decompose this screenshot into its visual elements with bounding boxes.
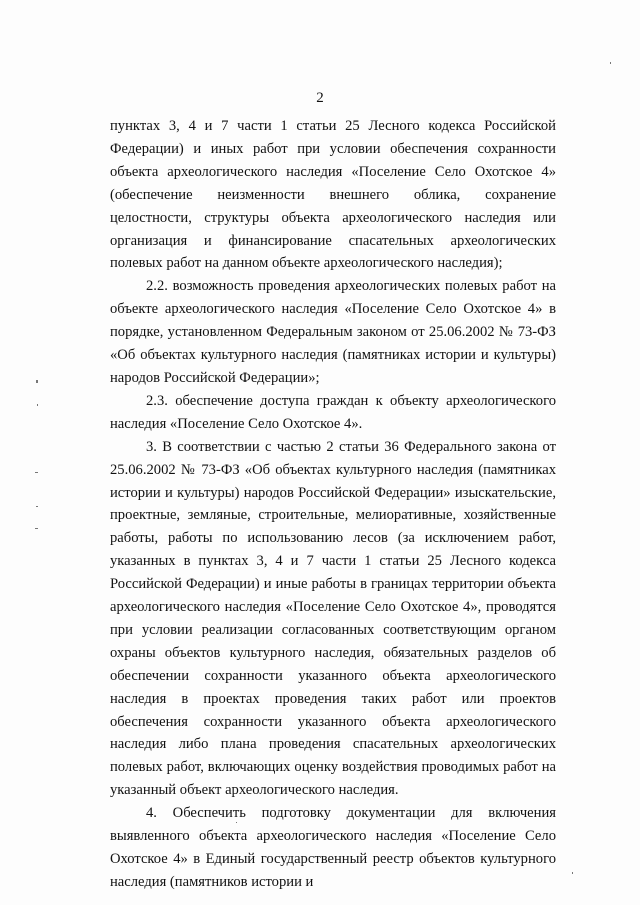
document-body	[110, 115, 556, 894]
page-number: 2	[316, 90, 324, 106]
paragraph-4: 4. Обеспечить подготовку документации для включения выявленного объекта археологического наследия «Поселение Село Охотское 4» в Единый государственный реестр объектов культурного наследия (памятников истории и	[110, 805, 556, 890]
paragraph-2-3: 2.3. обеспечение доступа граждан к объекту археологического наследия «Поселение Село Охотское 4».	[110, 392, 556, 432]
paragraph-continuation: пунктах 3, 4 и 7 части 1 статьи 25 Лесного кодекса Российской Федерации) и иных работ при условии обеспечения сохранности объекта археологического наследия «Поселение Село Охотское 4» (обеспечение неизменности внешнего облика, сохранение целостности, структуры объекта археологического наследия или организация и финансирование спасательных археологических полевых работ на данном объекте археологического наследия);	[110, 118, 556, 272]
paragraph-2-2: 2.2. возможность проведения археологических полевых работ на объекте археологического наследия «Поселение Село Охотское 4» в порядке, установленном Федеральным законом от 25.06.2002 № 73-ФЗ «Об объектах культурного наследия (памятниках истории и культуры) народов Российской Федерации»;	[110, 278, 556, 386]
paragraph-3: 3. В соответствии с частью 2 статьи 36 Федерального закона от 25.06.2002 № 73-ФЗ «Об объектах культурного наследия (памятниках истории и культуры) народов Российской Федерации» изыскательские, проектные, земляные, строительные, мелиоративные, хозяйственные работы, работы по использованию лесов (за исключением работ, указанных в пунктах 3, 4 и 7 части 1 статьи 25 Лесного кодекса Российской Федерации) и иные работы в границах территории объекта археологического наследия «Поселение Село Охотское 4», проводятся при условии реализации согласованных соответствующим органом охраны объектов культурного наследия, обязательных разделов об обеспечении сохранности указанного объекта археологического наследия в проектах проведения таких работ или проектов обеспечения сохранности указанного объекта археологического наследия либо плана проведения спасательных археологических полевых работ, включающих оценку воздействия проводимых работ на указанный объект археологического наследия.	[110, 438, 556, 799]
